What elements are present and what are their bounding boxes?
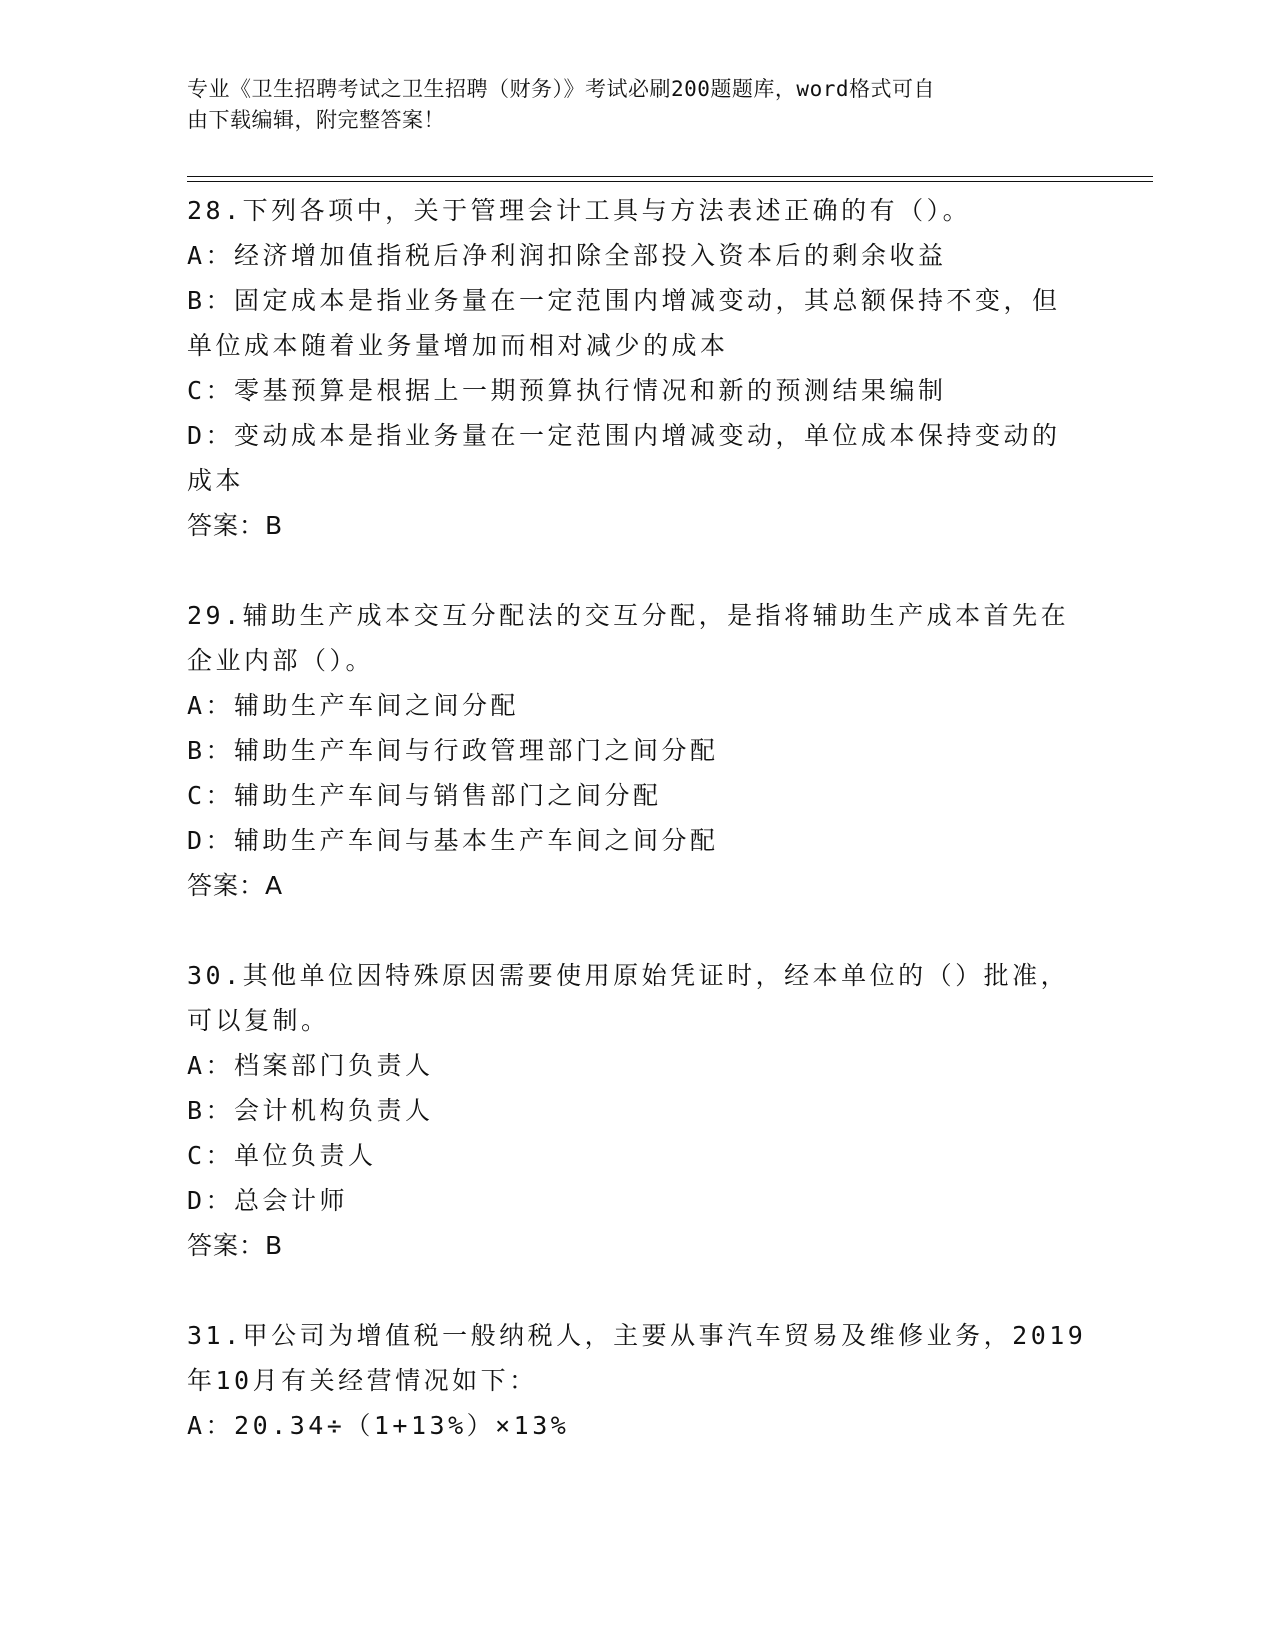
option-line: B：会计机构负责人 [187, 1096, 434, 1125]
question-stem: 企业内部（）。 [187, 646, 375, 675]
question-block [187, 593, 1087, 908]
answer-line: 答案：B [187, 1231, 284, 1260]
option-line: 单位成本随着业务量增加而相对减少的成本 [187, 331, 729, 360]
option-line: A：辅助生产车间之间分配 [187, 691, 520, 720]
option-line: B：辅助生产车间与行政管理部门之间分配 [187, 736, 719, 765]
question-stem: 30.其他单位因特殊原因需要使用原始凭证时，经本单位的（）批准， [187, 961, 1070, 990]
option-line: C：零基预算是根据上一期预算执行情况和新的预测结果编制 [187, 376, 947, 405]
option-line: D：总会计师 [187, 1186, 349, 1215]
option-line: A：20.34÷（1+13%）×13% [187, 1411, 570, 1440]
question-stem: 可以复制。 [187, 1006, 330, 1035]
option-line: 成本 [187, 466, 245, 495]
question-list [187, 188, 1087, 1448]
answer-line: 答案：A [187, 871, 284, 900]
question-spacer [187, 908, 1087, 953]
question-stem: 年10月有关经营情况如下： [187, 1366, 538, 1395]
option-line: B：固定成本是指业务量在一定范围内增减变动，其总额保持不变，但 [187, 286, 1061, 315]
question-block [187, 953, 1087, 1268]
option-line: D：辅助生产车间与基本生产车间之间分配 [187, 826, 719, 855]
page-header [187, 74, 1067, 136]
question-spacer [187, 548, 1087, 593]
header-divider [187, 176, 1153, 177]
question-stem: 29.辅助生产成本交互分配法的交互分配，是指将辅助生产成本首先在 [187, 601, 1070, 630]
question-stem: 28.下列各项中，关于管理会计工具与方法表述正确的有（）。 [187, 196, 972, 225]
header-line-1: 专业《卫生招聘考试之卫生招聘（财务）》考试必刷200题题库，word格式可自 [187, 77, 935, 101]
header-line-2: 由下载编辑，附完整答案！ [187, 108, 445, 132]
option-line: A：档案部门负责人 [187, 1051, 434, 1080]
option-line: D：变动成本是指业务量在一定范围内增减变动，单位成本保持变动的 [187, 421, 1061, 450]
question-block [187, 188, 1087, 548]
option-line: C：辅助生产车间与销售部门之间分配 [187, 781, 662, 810]
answer-line: 答案：B [187, 511, 284, 540]
question-stem: 31.甲公司为增值税一般纳税人，主要从事汽车贸易及维修业务，2019 [187, 1321, 1087, 1350]
question-block [187, 1313, 1087, 1448]
header-divider [187, 181, 1153, 182]
option-line: A：经济增加值指税后净利润扣除全部投入资本后的剩余收益 [187, 241, 947, 270]
option-line: C：单位负责人 [187, 1141, 377, 1170]
question-spacer [187, 1268, 1087, 1313]
